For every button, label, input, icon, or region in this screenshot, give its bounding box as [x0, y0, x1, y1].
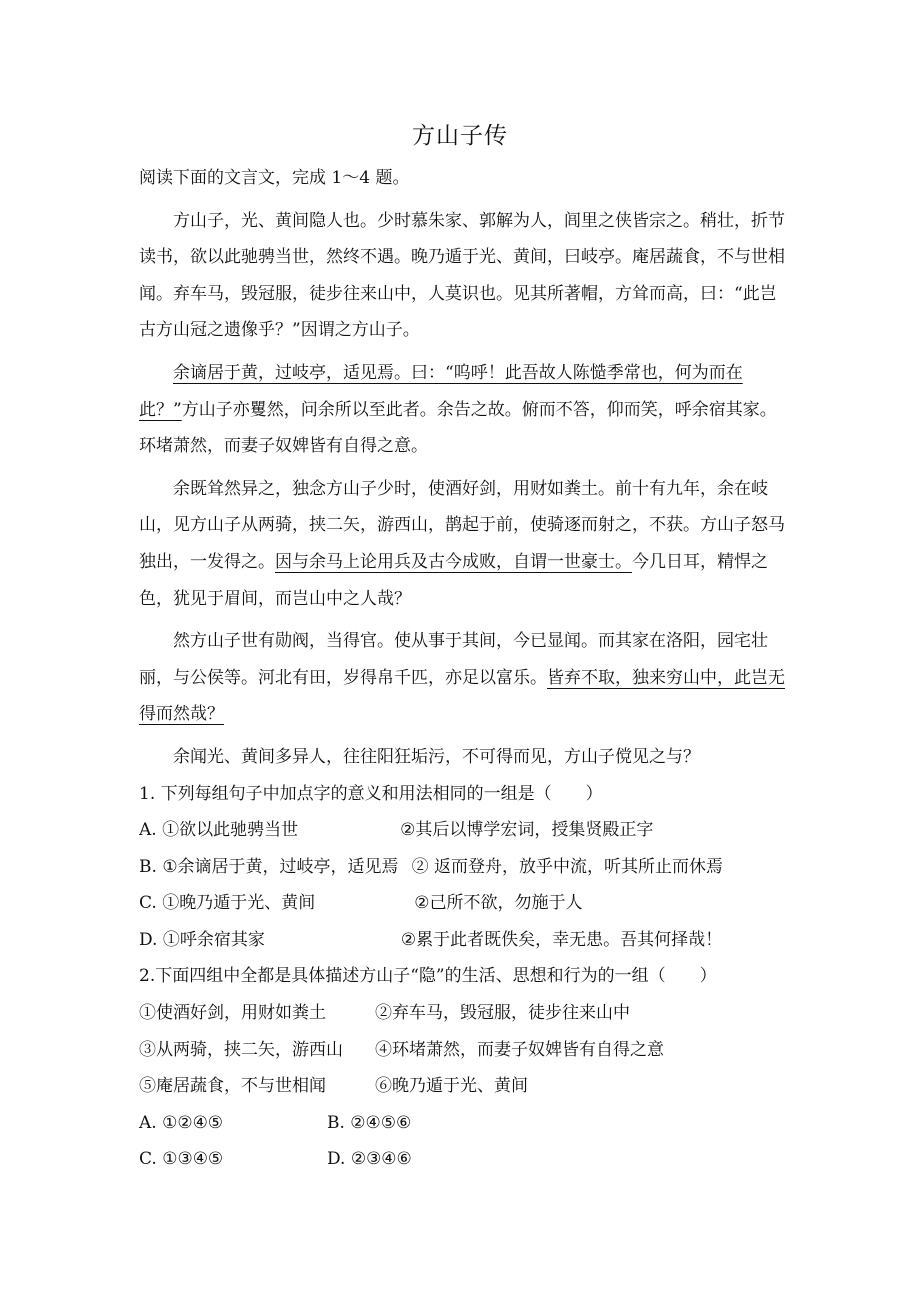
question-2-options-row-1 — [139, 1105, 787, 1142]
question-1-option-a — [139, 812, 787, 849]
passage-paragraph-3 — [139, 471, 787, 617]
question-2-option-b: B. ②④⑤⑥ — [327, 1112, 412, 1133]
question-1-option-b — [139, 849, 787, 886]
question-1-stem: 1. 下列每组句子中加点字的意义和用法相同的一组是（ ） — [139, 783, 603, 804]
option-b-sentence-1: ①余谪居于黄，过岐亭，适见焉 — [162, 856, 399, 877]
question-2-items-row-1 — [139, 995, 787, 1032]
item-4: ④环堵萧然，而妻子奴婢皆有自得之意 — [375, 1039, 664, 1060]
option-label: D. — [139, 929, 158, 950]
passage-paragraph-2 — [139, 355, 787, 465]
underlined-sentence-2: 因与余马上论用兵及古今成败，自谓一世豪士。 — [275, 551, 632, 572]
option-b-sentence-2: ② 返而登舟，放乎中流，听其所止而休焉 — [411, 856, 723, 877]
option-label: A. — [139, 820, 157, 841]
underlined-sentence-3: 皆弃不取，独来穷山中，此岂无得而然哉？ — [139, 667, 785, 725]
option-d-sentence-1: ①呼余宿其家 — [162, 929, 265, 950]
passage-paragraph-5: 余闻光、黄间多异人，往往阳狂垢污，不可得而见，方山子傥见之与？ — [173, 746, 700, 767]
question-2-option-a: A. ①②④⑤ — [139, 1112, 224, 1133]
passage-paragraph-1: 方山子，光、黄间隐人也。少时慕朱家、郭解为人，闾里之侠皆宗之。稍壮，折节读书，欲以此驰骋当世，然终不遇。晚乃遁于光、黄间，曰岐亭。庵居蔬食，不与世相闻。弃车马，毁冠服，徒步往来山中，人莫识也。见其所著帽，方耸而高，曰：“此岂古方山冠之遗像乎？”因谓之方山子。 — [139, 210, 785, 341]
question-2-stem: 2.下面四组中全都是具体描述方山子“隐”的生活、思想和行为的一组（ ） — [139, 966, 717, 987]
question-1-option-c — [139, 885, 787, 922]
option-d-sentence-2: ②累于此者既佚矣，幸无患。吾其何择哉！ — [400, 929, 723, 950]
paragraph-3-end: 今几日耳，精悍之色，犹见于眉间，而岂山中之人哉？ — [139, 551, 768, 609]
item-6: ⑥晚乃遁于光、黄间 — [375, 1076, 528, 1097]
paragraph-4-start: 然方山子世有勋阀，当得官。使从事于其间，今已显闻。而其家在洛阳，园宅壮丽，与公侯等。河北有田，岁得帛千匹，亦足以富乐。 — [139, 631, 768, 688]
option-a-sentence-2: ②其后以博学宏词，授集贤殿正字 — [400, 820, 654, 841]
question-2-options-row-2 — [139, 1141, 787, 1178]
item-1: ①使酒好剑，用财如粪土 — [139, 1003, 326, 1024]
document-body — [139, 160, 787, 1178]
option-c-sentence-1: ①晚乃遁于光、黄间 — [162, 893, 316, 914]
passage-paragraph-4 — [139, 623, 787, 733]
underlined-sentence-1: 余谪居于黄，过岐亭，适见焉。曰：“呜呼！此吾故人陈慥季常也，何为而在此？” — [139, 362, 743, 420]
question-2-items-row-2 — [139, 1032, 787, 1069]
option-label: C. — [139, 893, 157, 914]
question-2-option-c: C. ①③④⑤ — [139, 1149, 224, 1170]
page-title: 方山子传 — [412, 123, 508, 149]
question-1-option-d — [139, 922, 787, 959]
item-5: ⑤庵居蔬食，不与世相闻 — [139, 1076, 326, 1097]
item-3: ③从两骑，挟二矢，游西山 — [139, 1039, 343, 1060]
item-2: ②弃车马，毁冠服，徒步往来山中 — [375, 1003, 630, 1024]
option-a-sentence-1: ①欲以此驰骋当世 — [162, 820, 299, 841]
question-2-option-d: D. ②③④⑥ — [327, 1149, 412, 1170]
paragraph-3-start: 余既耸然异之，独念方山子少时，使酒好剑，用财如粪土。前十有九年，余在岐山，见方山子从两骑，挟二矢，游西山，鹊起于前，使骑逐而射之，不获。方山子怒马独出，一发得之。 — [139, 478, 785, 572]
option-c-sentence-2: ②己所不欲，勿施于人 — [414, 893, 583, 914]
instruction: 阅读下面的文言文，完成 1～4 题。 — [139, 168, 410, 188]
question-2-items-row-3 — [139, 1068, 787, 1105]
option-label: B. — [139, 856, 157, 877]
paragraph-2-rest: 方山子亦矍然，问余所以至此者。余告之故。俯而不答，仰而笑，呼余宿其家。环堵萧然，而妻子奴婢皆有自得之意。 — [139, 399, 777, 457]
